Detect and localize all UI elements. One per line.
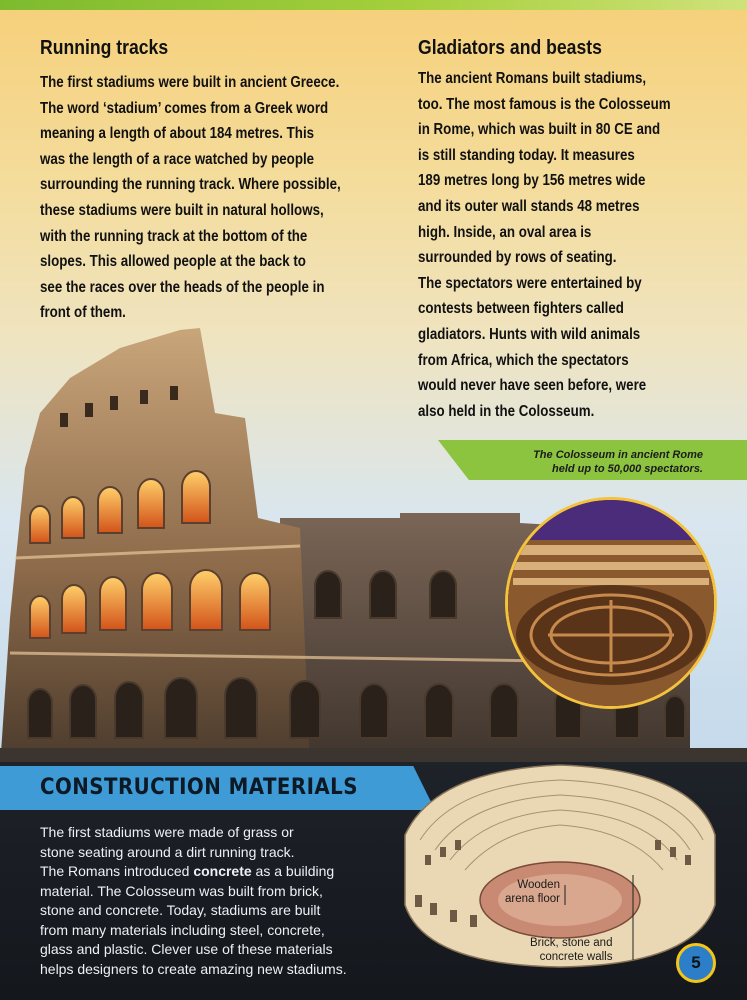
text-line: meaning a length of about 184 metres. This (40, 125, 315, 143)
label-line: arena floor (505, 893, 560, 905)
running-tracks-heading: Running tracks (40, 37, 169, 59)
text-line: too. The most famous is the Colosseum (418, 95, 671, 113)
text-line: from many materials including steel, concrete, (40, 921, 325, 938)
text-line: stone and concrete. Today, stadiums are built (40, 902, 321, 918)
text-line: also held in the Colosseum. (418, 402, 595, 420)
colosseum-interior-photo (505, 497, 717, 709)
walls-label (530, 936, 612, 964)
text-line: material. The Colosseum was built from brick, (40, 882, 323, 899)
text-line: these stadiums were built in natural hollows, (40, 201, 324, 219)
text-line: glass and plastic. Clever use of these materials (40, 941, 333, 957)
interior-illustration (508, 500, 714, 706)
text-line: high. Inside, an oval area is (418, 223, 592, 241)
keyword-concrete: concrete (193, 863, 252, 879)
text-line: slopes. This allowed people at the back to (40, 253, 306, 271)
page-number-badge: 5 (676, 943, 716, 983)
label-line: Wooden (517, 879, 560, 891)
arena-floor-label (505, 878, 560, 906)
label-line: concrete walls (539, 951, 613, 963)
construction-text (40, 823, 347, 979)
text-line: surrounding the running track. Where possible, (40, 176, 341, 194)
caption-line: held up to 50,000 spectators. (552, 463, 703, 475)
text-line: would never have seen before, were (418, 377, 647, 395)
text-line: contests between fighters called (418, 300, 624, 318)
text-line: The ancient Romans built stadiums, (418, 70, 647, 87)
text-line: in Rome, which was built in 80 CE and (418, 121, 661, 139)
photo-caption (533, 448, 703, 476)
text-line: is still standing today. It measures (418, 146, 635, 164)
text-line: The first stadiums were made of grass or (40, 824, 294, 840)
top-color-strip (0, 0, 747, 10)
text-line: The spectators were entertained by (418, 274, 642, 292)
text-line: and its outer wall stands 48 metres (418, 197, 640, 215)
text-line: The first stadiums were built in ancient Greece. (40, 74, 340, 91)
running-tracks-text (40, 70, 390, 326)
text-line: gladiators. Hunts with wild animals (418, 325, 641, 343)
gladiators-heading: Gladiators and beasts (418, 37, 602, 59)
text-line: 189 metres long by 156 metres wide (418, 172, 646, 190)
text-line: stone seating around a dirt running track. (40, 843, 295, 860)
text-line: surrounded by rows of seating. (418, 249, 617, 267)
text-line: was the length of a race watched by people (40, 150, 315, 168)
caption-line: The Colosseum in ancient Rome (533, 449, 703, 461)
text-line: The Romans introduced concrete as a building (40, 863, 335, 879)
text-line: from Africa, which the spectators (418, 351, 629, 369)
text-line: The word ‘stadium’ comes from a Greek word (40, 99, 329, 117)
text-line: see the races over the heads of the people in (40, 278, 325, 296)
label-line: Brick, stone and (530, 937, 613, 949)
construction-title: CONSTRUCTION MATERIALS (40, 775, 358, 800)
text-line: helps designers to create amazing new stadiums. (40, 960, 347, 977)
text-line: with the running track at the bottom of the (40, 227, 308, 245)
text-line: front of them. (40, 304, 126, 322)
